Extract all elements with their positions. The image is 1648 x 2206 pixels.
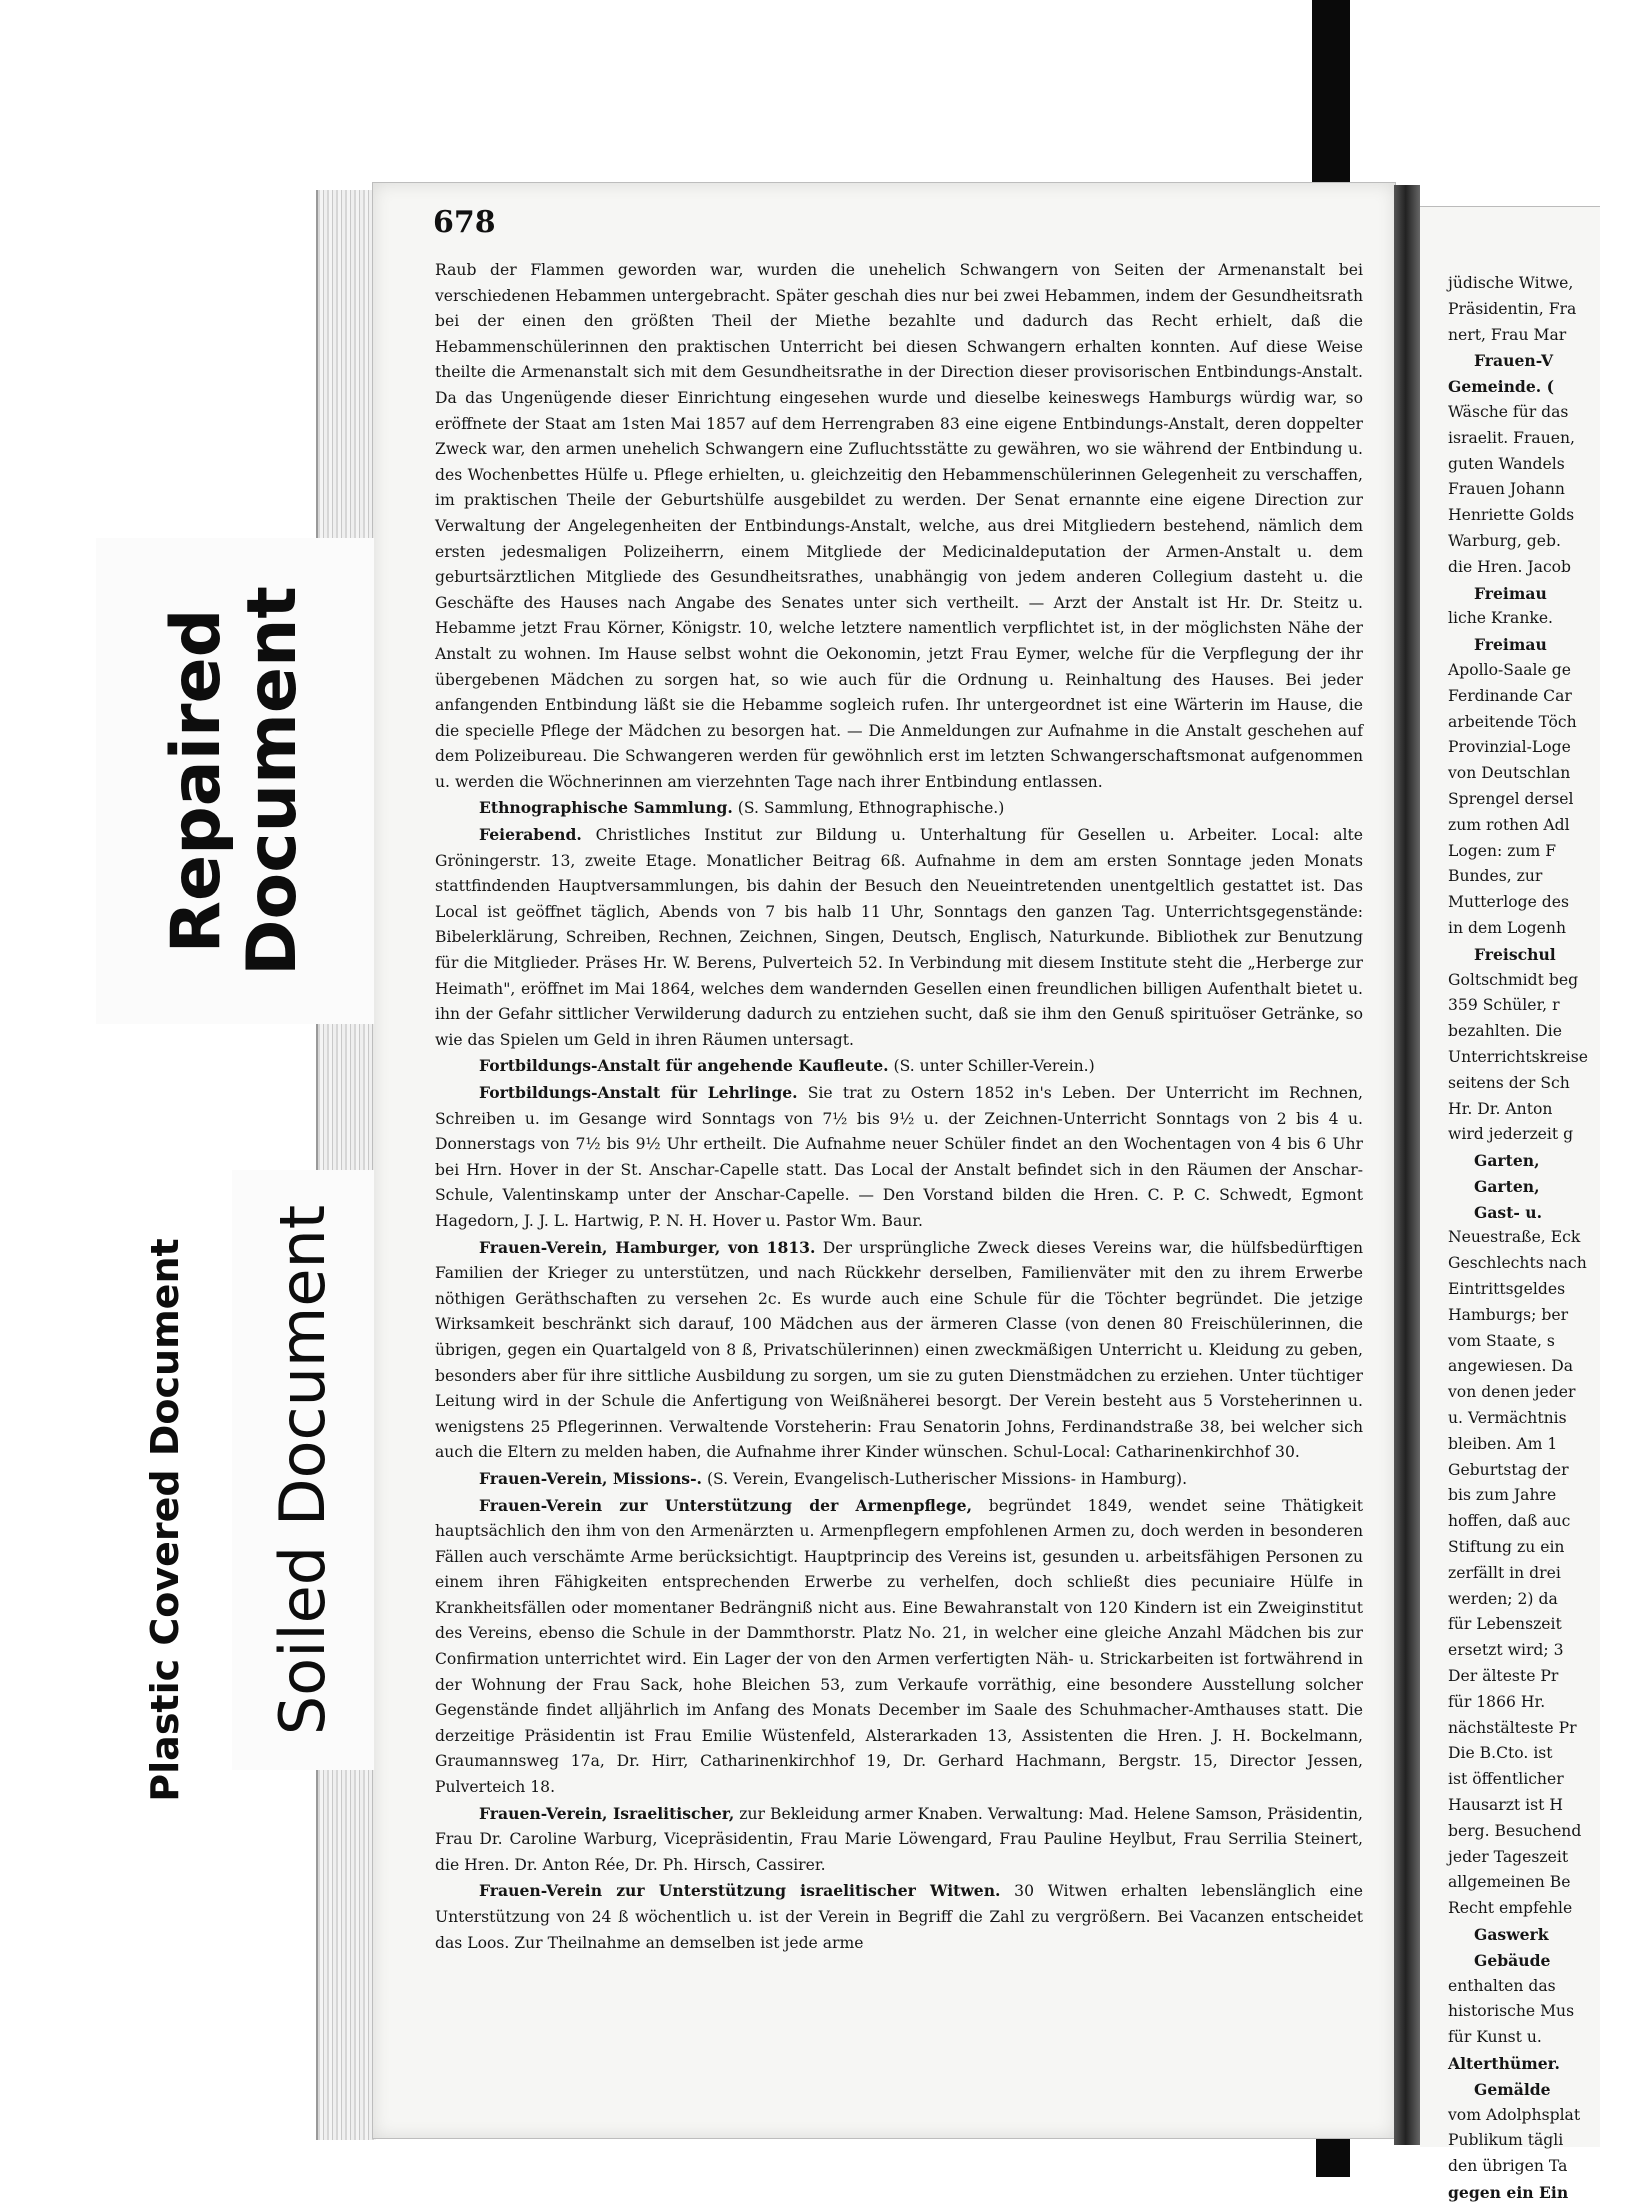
entry-heading: Frauen-Verein, Missions-. <box>479 1468 702 1488</box>
right-page-line: Bundes, zur <box>1448 867 1543 886</box>
right-page-line: Garten, <box>1474 1151 1540 1171</box>
entry-text: Christliches Institut zur Bildung u. Unterhaltung für Gesellen u. Arbeiter. Local: alte Gröningerstr. 13, zweite Etage. Monatlicher Beitrag 6ß. Aufnahme in dem am ersten Sonntage jeden Monats stattfindenden Hauptversammlungen, bis dahin der Besuch den Neueintretenden unentgeltlich gestattet ist. Das Local ist geöffnet täglich, Abends von 7 bis halb 11 Uhr, Sonntags den ganzen Tag. Unterrichtsgegenstände: Bibelerklärung, Schreiben, Rechnen, Zeichnen, Singen, Deutsch, Englisch, Naturkunde. Bibliothek zur Benutzung für die Mitglieder. Präses Hr. W. Berens, Pulverteich 52. In Verbindung mit diesem Institute steht die „Herberge zur Heimath", eröffnet im Mai 1864, welches dem wandernden Gesellen einen freundlichen billigen Aufenthalt bietet u. ihn der Gefahr sittlicher Verwilderung dadurch zu entziehen sucht, daß sie ihm den Genuß spirituöser Getränke, so wie das Spielen um Geld in ihren Räumen untersagt. <box>435 826 1363 1049</box>
right-page-line: wird jederzeit g <box>1448 1125 1574 1144</box>
right-page-line: Präsidentin, Fra <box>1448 299 1577 318</box>
right-page-line: die Hren. Jacob <box>1448 557 1572 576</box>
right-page-line: für Kunst u. <box>1448 2028 1542 2047</box>
label-repaired-text: Repaired Document <box>157 586 312 976</box>
right-page-line: ersetzt wird; 3 <box>1448 1641 1564 1660</box>
text-paragraph <box>435 1080 1363 1235</box>
right-page-line: Frauen Johann <box>1448 480 1565 499</box>
right-page-line: Alterthümer. <box>1448 2053 1560 2073</box>
right-page-line: angewiesen. Da <box>1448 1357 1574 1376</box>
right-page-line: Gast- u. <box>1474 1202 1543 1222</box>
right-page-line: Provinzial-Loge <box>1448 738 1571 757</box>
right-page-line: Gebäude <box>1474 1950 1551 1970</box>
right-page-line: guten Wandels <box>1448 454 1565 473</box>
entry-text: (S. unter Schiller-Verein.) <box>888 1057 1095 1076</box>
right-page-line: enthalten das <box>1448 1976 1556 1995</box>
entry-text: Raub der Flammen geworden war, wurden die unehelich Schwangern von Seiten der Armenanstalt bei verschiedenen Hebammen untergebracht. Später geschah dies nur bei zwei Hebammen, indem der Gesundheitsrath bei der einen den größten Theil der Miethe bezahlte und dadurch das Recht erhielt, daß die Hebammenschülerinnen den praktischen Unterricht bei diesen Schwangern erhalten konnten. Auf diese Weise theilte die Armenanstalt sich mit dem Gesundheitsrathe in der Direction dieser provisorischen Entbindungs-Anstalt. Da das Ungenügende dieser Einrichtung eingesehen wurde und dieselbe keineswegs Hamburgs würdig war, so eröffnete der Staat am 1sten Mai 1857 auf dem Herrengraben 83 eine eigene Entbindungs-Anstalt, deren doppelter Zweck war, den armen unehelich Schwangern eine Zufluchtsstätte zu gewähren, wo sie während der Entbindung u. des Wochenbettes Hülfe u. Pflege erhielten, u. gleichzeitig den Hebammenschülerinnen Gelegenheit zu verschaffen, im praktischen Theile der Geburtshülfe ausgebildet zu werden. Der Senat ernannte eine eigene Direction zur Verwaltung der Angelegenheiten der Entbindungs-Anstalt, welche, aus drei Mitgliedern bestehend, nämlich dem ersten jedesmaligen Polizeiherrn, einem Mitgliede der Medicinaldeputation der Armen-Anstalt u. dem geburtsärztlichen Mitgliede des Gesundheitsrathes, unabhängig von jedem anderen Collegium dasteht u. die Geschäfte des Hauses nach Angabe des Senates unter sich vertheilt. — Arzt der Anstalt ist Hr. Dr. Steitz u. Hebamme jetzt Frau Körner, Königstr. 10, welche letztere namentlich verpflichtet ist, in der möglichsten Nähe der Anstalt zu wohnen. Im Hause selbst wohnt die Oekonomin, jetzt Frau Eymer, welche für die Verpflegung der ihr übergebenen Mädchen zu sorgen hat, so wie auch für die Ordnung u. Reinhaltung des Hauses. Bei jeder anfangenden Entbindung läßt sie die Hebamme sogleich rufen. Ihr untergeordnet ist eine Wärterin im Hause, die die specielle Pflege der Mädchen zu besorgen hat. — Die Anmeldungen zur Aufnahme in die Anstalt geschehen auf dem Polizeibureau. Die Schwangeren werden für gewöhnlich erst im letzten Schwangerschaftsmonat aufgenommen u. werden die Wöchnerinnen am vierzehnten Tage nach ihrer Entbindung entlassen. <box>435 261 1363 791</box>
entry-text: (S. Verein, Evangelisch-Lutherischer Missions- in Hamburg). <box>701 1469 1188 1488</box>
right-page-line: ist öffentlicher <box>1448 1770 1564 1789</box>
label-soiled-document <box>232 1170 374 1770</box>
entry-heading: Fortbildungs-Anstalt für angehende Kaufleute. <box>479 1056 889 1076</box>
right-page-line: Freischul <box>1474 944 1556 964</box>
right-page-line: Unterrichtskreise <box>1448 1047 1588 1066</box>
right-page-line: Logen: zum F <box>1448 841 1557 860</box>
right-page-line: Mutterloge des <box>1448 893 1569 912</box>
right-page-line: Neuestraße, Eck <box>1448 1228 1581 1247</box>
right-page-line: u. Vermächtnis <box>1448 1409 1567 1428</box>
right-page-line: für Lebenszeit <box>1448 1615 1562 1634</box>
right-page-line: für 1866 Hr. <box>1448 1692 1546 1711</box>
right-page-line: Freimau <box>1474 635 1547 655</box>
right-page-line: Apollo-Saale ge <box>1448 660 1571 679</box>
right-page-line: Recht empfehle <box>1448 1899 1573 1918</box>
right-page-line: Geschlechts nach <box>1448 1254 1587 1273</box>
right-page-line: jüdische Witwe, <box>1448 274 1574 292</box>
right-page-line: in dem Logenh <box>1448 918 1566 937</box>
right-page-line: Stiftung zu ein <box>1448 1538 1565 1557</box>
book-gutter <box>1394 185 1420 2145</box>
right-page-line: Garten, <box>1474 1176 1540 1196</box>
entry-text: 30 Witwen erhalten lebenslänglich eine Unterstützung von 24 ß wöchentlich u. ist der Verein in Begriff die Zahl zu vergrößern. Bei Vacanzen entscheidet das Loos. Zur Theilnahme an demselben ist jede arme <box>435 1882 1363 1952</box>
right-book-page <box>1420 206 1600 2202</box>
right-page-line: von denen jeder <box>1448 1383 1576 1402</box>
right-page-line: Ferdinande Car <box>1448 686 1572 705</box>
entry-text: Sie trat zu Ostern 1852 in's Leben. Der Unterricht im Rechnen, Schreiben u. im Gesange wird Sonntags von 7½ bis 9½ u. der Zeichnen-Unterricht Sonntags von 2 bis 4 u. Donnerstags von 7½ bis 9½ Uhr ertheilt. Die Aufnahme neuer Schüler findet an den Wochentagen von 4 bis 6 Uhr bei Hrn. Hover in der St. Anschar-Capelle statt. Das Local der Anstalt befindet sich in den Räumen der Anschar-Schule, Valentinskamp unter der Anschar-Capelle. — Den Vorstand bilden die Hren. C. P. C. Schwedt, Egmont Hagedorn, J. J. L. Hartwig, P. N. H. Hover u. Pastor Wm. Baur. <box>435 1084 1364 1230</box>
right-page-line: Hr. Dr. Anton <box>1448 1099 1553 1118</box>
right-page-line: Gemeinde. ( <box>1448 377 1554 397</box>
label-plastic-text: Plastic Covered Document <box>143 1238 187 1802</box>
entry-text: (S. Sammlung, Ethnographische.) <box>732 799 1005 818</box>
text-paragraph <box>435 795 1363 822</box>
entry-heading: Frauen-Verein zur Unterstützung israelitischer Witwen. <box>479 1881 1001 1901</box>
right-page-line: Geburtstag der <box>1448 1460 1569 1479</box>
right-page-line: Hausarzt ist H <box>1448 1796 1563 1815</box>
right-page-line: Die B.Cto. ist <box>1448 1744 1553 1763</box>
text-paragraph <box>435 1493 1363 1801</box>
book-page-edges <box>316 190 376 2140</box>
right-page-text <box>1448 271 1648 2206</box>
right-page-line: israelit. Frauen, <box>1448 428 1575 447</box>
right-page-line: von Deutschlan <box>1448 764 1571 783</box>
right-page-line: Publikum tägli <box>1448 2131 1564 2150</box>
right-page-line: werden; 2) da <box>1448 1589 1558 1608</box>
page-number: 678 <box>433 205 496 240</box>
right-page-line: arbeitende Töch <box>1448 712 1577 731</box>
right-page-line: gegen ein Ein <box>1448 2182 1569 2202</box>
text-paragraph <box>435 822 1363 1053</box>
text-paragraph <box>435 1801 1363 1879</box>
right-page-line: nert, Frau Mar <box>1448 325 1567 344</box>
right-page-line: Der älteste Pr <box>1448 1667 1559 1686</box>
right-page-line: vom Staate, s <box>1448 1331 1555 1350</box>
left-book-page <box>372 182 1396 2139</box>
right-page-line: Frauen-V <box>1474 351 1554 371</box>
page-text-column <box>435 257 1363 2117</box>
right-page-line: Sprengel dersel <box>1448 789 1574 808</box>
entry-heading: Frauen-Verein, Israelitischer, <box>479 1803 735 1823</box>
text-paragraph <box>435 1053 1363 1080</box>
right-page-line: seitens der Sch <box>1448 1073 1570 1092</box>
label-repaired-document <box>96 538 374 1024</box>
text-paragraph <box>435 1878 1363 1956</box>
entry-text: begründet 1849, wendet seine Thätigkeit hauptsächlich den ihm von den Armenärzten u. Armenpflegern empfohlenen Armen zu, doch werden in besonderen Fällen auch verschämte Arme berücksichtigt. Hauptprincip des Vereins ist, gesunden u. arbeitsfähigen Personen zu einem ihren Fähigkeiten entsprechenden Erwerbe zu verhelfen, doch schließt dies pecuniaire Hülfe in Krankheitsfällen oder momentaner Bedrängniß nicht aus. Eine Bewahranstalt von 120 Kindern ist ein Zweiginstitut des Vereins, ebenso die Schule in der Dammthorstr. Platz No. 21, in welcher eine gleiche Anzahl Mädchen bis zur Confirmation unterrichtet wird. Ein Lager der von den Armen verfertigten Näh- u. Strickarbeiten ist fortwährend in der Wohnung der Frau Sack, hohe Bleichen 53, zum Verkaufe vorräthig, eine besondere Ausstellung solcher Gegenstände findet alljährlich im Anfang des Monats December im Saale des Schuhmacher-Amthauses statt. Die derzeitige Präsidentin ist Frau Emilie Wüstenfeld, Alsterarkaden 13, Assistenten die Hren. J. H. Bockelmann, Graumannsweg 17a, Dr. Hirr, Catharinenkirchhof 19, Dr. Gerhard Hachmann, Bergstr. 15, Director Jessen, Pulverteich 18. <box>435 1496 1363 1797</box>
entry-text: Der ursprüngliche Zweck dieses Vereins war, die hülfsbedürftigen Familien der Krieger zu unterstützen, und nach Rückkehr derselben, Familienväter mit den zu ihrem Erwerbe nöthigen Geräthschaften zu versehen 2c. Es wurde auch eine Schule für die Töchter begründet. Die jetzige Wirksamkeit beschränkt sich darauf, 100 Mädchen aus der ärmeren Classe (von denen 80 Freischülerinnen, die übrigen, gegen ein Quartalgeld von 8 ß, Privatschülerinnen) einen zweckmäßigen Unterricht u. Kleidung zu geben, besonders aber für ihre sittliche Ausbildung zu sorgen, um sie zu guten Dienstmädchen zu erziehen. Unter tüchtiger Leitung wird in der Schule die Anfertigung von Weißnäherei besorgt. Der Verein besteht aus 5 Vorsteherinnen u. wenigstens 25 Pflegerinnen. Verwaltende Vorsteherin: Frau Senatorin Johns, Ferdinandstraße 38, bei welcher sich auch die Eltern zu melden haben, die Aufnahme ihrer Kinder wünschen. Schul-Local: Catharinenkirchhof 30. <box>435 1238 1363 1462</box>
right-page-line: liche Kranke. <box>1448 609 1554 628</box>
right-page-line: bezahlten. Die <box>1448 1022 1562 1041</box>
right-page-line: berg. Besuchend <box>1448 1821 1582 1840</box>
right-page-line: Freimau <box>1474 583 1547 603</box>
entry-text: zur Bekleidung armer Knaben. Verwaltung: Mad. Helene Samson, Präsidentin, Frau Dr. Caroline Warburg, Vicepräsidentin, Frau Marie Löwengard, Frau Pauline Heylbut, Frau Serrilia Steinert, die Hren. Dr. Anton Rée, Dr. Ph. Hirsch, Cassirer. <box>435 1804 1363 1874</box>
right-page-line: jeder Tageszeit <box>1448 1847 1569 1866</box>
right-page-line: hoffen, daß auc <box>1448 1512 1571 1531</box>
right-page-line: Hamburgs; ber <box>1448 1305 1569 1324</box>
text-paragraph <box>435 257 1363 795</box>
right-page-line: bis zum Jahre <box>1448 1486 1557 1505</box>
entry-heading: Frauen-Verein, Hamburger, von 1813. <box>479 1237 816 1257</box>
right-page-line: zerfällt in drei <box>1448 1563 1561 1582</box>
label-soiled-text: Soiled Document <box>266 1204 339 1736</box>
entry-heading: Feierabend. <box>479 825 582 845</box>
right-page-line: Eintrittsgeldes <box>1448 1280 1566 1299</box>
right-page-line: Wäsche für das <box>1448 402 1569 421</box>
right-page-line: allgemeinen Be <box>1448 1873 1571 1892</box>
right-page-line: Gaswerk <box>1474 1925 1549 1944</box>
text-paragraph <box>435 1235 1363 1466</box>
label-plastic-covered-document <box>130 1180 200 1860</box>
right-page-line: nächstälteste Pr <box>1448 1718 1577 1737</box>
right-page-line: Goltschmidt beg <box>1448 970 1579 989</box>
right-page-line: bleiben. Am 1 <box>1448 1434 1558 1453</box>
right-page-line: den übrigen Ta <box>1448 2157 1568 2176</box>
right-page-line: zum rothen Adl <box>1448 815 1570 834</box>
entry-heading: Ethnographische Sammlung. <box>479 798 733 818</box>
right-page-line: Warburg, geb. <box>1448 531 1561 550</box>
right-page-line: historische Mus <box>1448 2002 1575 2021</box>
right-page-line: Henriette Golds <box>1448 506 1575 525</box>
right-page-line: 359 Schüler, r <box>1448 996 1560 1015</box>
right-page-line: vom Adolphsplat <box>1448 2105 1581 2124</box>
entry-heading: Fortbildungs-Anstalt für Lehrlinge. <box>479 1083 798 1102</box>
text-paragraph <box>435 1466 1363 1493</box>
right-page-line: Gemälde <box>1474 2079 1551 2099</box>
entry-heading: Frauen-Verein zur Unterstützung der Armenpflege, <box>479 1495 973 1515</box>
